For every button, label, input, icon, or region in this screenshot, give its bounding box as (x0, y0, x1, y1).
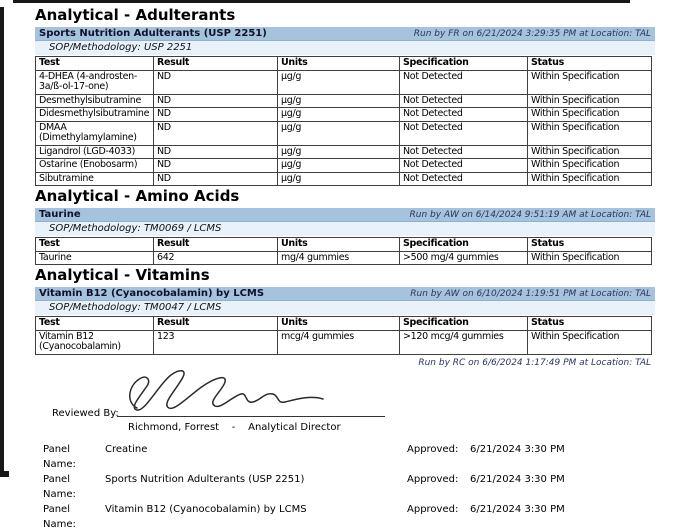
scan-edge-foot (0, 471, 9, 477)
panel-header-bar (35, 287, 655, 301)
signature-block (35, 402, 655, 420)
sop-methodology: SOP/Methodology: TM0047 / LCMS (35, 301, 655, 315)
run-by-note-footer: Run by RC on 6/6/2024 1:17:49 PM at Location: TAL (418, 357, 651, 368)
table-cell: µg/g (278, 145, 400, 159)
table-cell: µg/g (278, 108, 400, 122)
section-heading-amino-acids: Analytical - Amino Acids (35, 187, 240, 205)
sop-methodology: SOP/Methodology: USP 2251 (35, 41, 655, 55)
column-header: Units (278, 57, 400, 71)
table-cell: Not Detected (400, 94, 528, 108)
panel-name-label: Panel Name: (43, 503, 76, 530)
section-vitamins (35, 267, 655, 355)
table-cell: µg/g (278, 121, 400, 145)
panel-header-bar (35, 208, 655, 222)
coa-document (35, 5, 655, 532)
table-row (36, 159, 652, 173)
table-cell: Sibutramine (36, 172, 154, 186)
column-header: Status (528, 57, 652, 71)
table-row (36, 121, 652, 145)
reviewed-by-label: Reviewed By: (52, 407, 119, 419)
section-heading-adulterants: Analytical - Adulterants (35, 6, 236, 24)
column-header: Units (278, 238, 400, 252)
table-cell: µg/g (278, 94, 400, 108)
column-header: Result (154, 317, 278, 331)
approved-label: Approved: (407, 503, 459, 515)
panel-approvals (35, 442, 655, 532)
taurine-results-table (35, 237, 652, 265)
table-cell: mg/4 gummies (278, 251, 400, 265)
panel-name-value: Creatine (105, 443, 148, 455)
table-cell: Within Specification (528, 70, 652, 94)
table-cell: >500 mg/4 gummies (400, 251, 528, 265)
column-header: Status (528, 317, 652, 331)
table-cell: ND (154, 70, 278, 94)
column-header: Test (36, 317, 154, 331)
panel-title: Sports Nutrition Adulterants (USP 2251) (39, 28, 267, 39)
signature-image (105, 368, 355, 420)
table-cell: ND (154, 108, 278, 122)
table-cell: 642 (154, 251, 278, 265)
table-cell: ND (154, 94, 278, 108)
table-cell: ND (154, 145, 278, 159)
approved-date: 6/21/2024 3:30 PM (470, 473, 565, 485)
table-row (36, 172, 652, 186)
panel-name-value: Vitamin B12 (Cyanocobalamin) by LCMS (105, 503, 307, 515)
table-cell: Ligandrol (LGD-4033) (36, 145, 154, 159)
table-cell: ND (154, 172, 278, 186)
table-row (36, 145, 652, 159)
table-header-row (36, 57, 652, 71)
table-cell: Within Specification (528, 94, 652, 108)
column-header: Test (36, 238, 154, 252)
table-cell: Ostarine (Enobosarm) (36, 159, 154, 173)
run-by-note: Run by AW on 6/14/2024 9:51:19 AM at Location: TAL (409, 209, 651, 220)
approved-label: Approved: (407, 443, 459, 455)
approved-label: Approved: (407, 473, 459, 485)
table-cell: >120 mcg/4 gummies (400, 330, 528, 354)
table-cell: Within Specification (528, 159, 652, 173)
table-cell: Within Specification (528, 172, 652, 186)
table-header-row (36, 238, 652, 252)
table-cell: 123 (154, 330, 278, 354)
column-header: Specification (400, 238, 528, 252)
table-cell: Taurine (36, 251, 154, 265)
table-row (36, 94, 652, 108)
column-header: Units (278, 317, 400, 331)
table-cell: Not Detected (400, 108, 528, 122)
panel-name-value: Sports Nutrition Adulterants (USP 2251) (105, 473, 305, 485)
table-cell: Not Detected (400, 70, 528, 94)
table-cell: Not Detected (400, 121, 528, 145)
section-heading-vitamins: Analytical - Vitamins (35, 266, 210, 284)
table-cell: Not Detected (400, 145, 528, 159)
table-cell: µg/g (278, 172, 400, 186)
table-header-row (36, 317, 652, 331)
table-cell: Not Detected (400, 159, 528, 173)
table-cell: Desmethylsibutramine (36, 94, 154, 108)
table-cell: Within Specification (528, 330, 652, 354)
adulterants-results-table (35, 56, 652, 186)
panel-approval-row (35, 472, 655, 502)
scan-edge-left (0, 7, 4, 473)
table-cell: DMAA (Dimethylamylamine) (36, 121, 154, 145)
column-header: Result (154, 57, 278, 71)
table-cell: µg/g (278, 159, 400, 173)
panel-header-bar (35, 27, 655, 41)
panel-title: Taurine (39, 209, 81, 220)
table-cell: mcg/4 gummies (278, 330, 400, 354)
table-cell: 4-DHEA (4-androsten-3a/ß-ol-17-one) (36, 70, 154, 94)
table-cell: Not Detected (400, 172, 528, 186)
panel-approval-row (35, 502, 655, 532)
table-cell: ND (154, 159, 278, 173)
table-cell: ND (154, 121, 278, 145)
panel-name-label: Panel Name: (43, 443, 76, 470)
run-by-note: Run by AW on 6/10/2024 1:19:51 PM at Location: TAL (410, 288, 651, 299)
table-cell: Didesmethylsibutramine (36, 108, 154, 122)
table-cell: Within Specification (528, 121, 652, 145)
table-cell: µg/g (278, 70, 400, 94)
approved-date: 6/21/2024 3:30 PM (470, 503, 565, 515)
column-header: Result (154, 238, 278, 252)
table-row (36, 251, 652, 265)
table-cell: Within Specification (528, 251, 652, 265)
column-header: Specification (400, 57, 528, 71)
panel-name-label: Panel Name: (43, 473, 76, 500)
table-cell: Vitamin B12 (Cyanocobalamin) (36, 330, 154, 354)
scan-edge-top (13, 0, 630, 3)
table-row (36, 108, 652, 122)
column-header: Test (36, 57, 154, 71)
section-adulterants (35, 7, 655, 186)
sop-methodology: SOP/Methodology: TM0069 / LCMS (35, 222, 655, 236)
signature-line (117, 416, 385, 417)
table-row (36, 70, 652, 94)
section-amino-acids (35, 188, 655, 265)
table-cell: Within Specification (528, 108, 652, 122)
panel-approval-row (35, 442, 655, 472)
table-row (36, 330, 652, 354)
approved-date: 6/21/2024 3:30 PM (470, 443, 565, 455)
reviewer-name-title: Richmond, Forrest - Analytical Director (128, 421, 341, 433)
vitamin-b12-results-table (35, 316, 652, 355)
column-header: Specification (400, 317, 528, 331)
run-by-note: Run by FR on 6/21/2024 3:29:35 PM at Location: TAL (413, 28, 651, 39)
table-cell: Within Specification (528, 145, 652, 159)
column-header: Status (528, 238, 652, 252)
panel-title: Vitamin B12 (Cyanocobalamin) by LCMS (39, 288, 265, 299)
